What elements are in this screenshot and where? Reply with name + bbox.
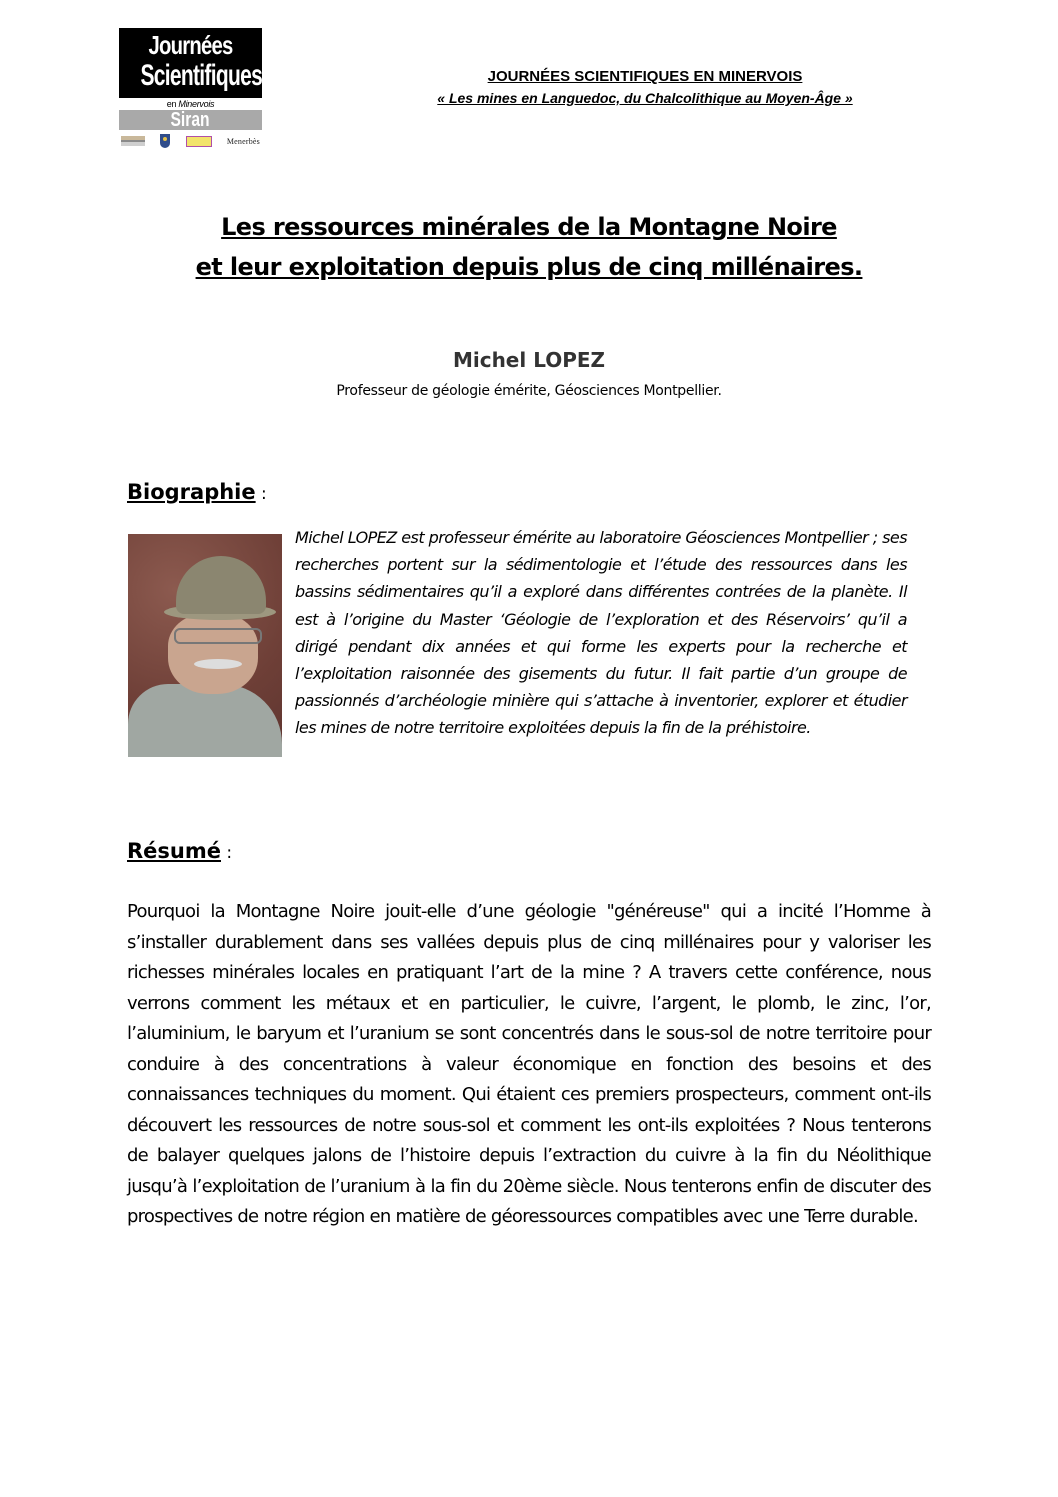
talk-title-line2: et leur exploitation depuis plus de cinq millénaires.: [195, 253, 863, 281]
logo-sub-prefix: en: [166, 99, 179, 109]
photo-cap: [176, 556, 266, 614]
resume-heading: [127, 836, 232, 868]
resume-heading-label: Résumé: [127, 839, 221, 863]
event-subtitle: « Les mines en Languedoc, du Chalcolithique au Moyen-Âge »: [437, 90, 853, 106]
photo-shirt: [128, 684, 282, 757]
logo-line1: Journées: [148, 30, 233, 60]
resume-text: Pourquoi la Montagne Noire jouit-elle d’une géologie "généreuse" qui a incité l’Homme à s’installer durablement dans ses vallées depuis plus de cinq millénaires pour y valoriser les richesses minérales locales en pratiquant l’art de la mine ? A travers cette conférence, nous verrons comment les métaux et en particulier, le cuivre, l’argent, le plomb, le zinc, l’or, l’aluminium, le baryum et l’uranium se sont concentrés dans le sous-sol de notre territoire pour conduire à des concentrations à valeur économique en fonction des besoins et des connaissances techniques du moment. Qui étaient ces premiers prospecteurs, comment ont-ils découvert les ressources de notre sous-sol et comment les ont-ils exploitées ? Nous tenterons de balayer quelques jalons de l’histoire depuis l’extraction du cuivre à la fin du Néolithique jusqu’à l’exploitation de l’uranium à la fin du 20ème siècle. Nous tenterons enfin de discuter des prospectives de notre région en matière de géoressources compatibles avec une Terre durable.: [127, 901, 931, 1227]
photo-mustache: [194, 659, 242, 669]
biography-heading-colon: :: [255, 484, 267, 504]
sponsor-menerbes-logo: Menerbès: [226, 136, 260, 146]
sponsor-coat-of-arms-icon: [160, 134, 170, 148]
sponsor-logos: [119, 130, 262, 152]
logo-title-block: [119, 28, 262, 98]
biography-heading: [127, 477, 267, 509]
logo-place: Siran: [170, 109, 211, 131]
talk-title: [100, 207, 958, 287]
logo-line2: Scientifiques: [140, 59, 263, 92]
author-name: Michel LOPEZ: [452, 348, 606, 372]
event-title: JOURNÉES SCIENTIFIQUES EN MINERVOIS: [487, 68, 803, 85]
resume-heading-colon: :: [221, 843, 233, 863]
sponsor-landscape-logo-icon: [121, 136, 145, 146]
author-photo: [128, 534, 282, 757]
author-affiliation: Professeur de géologie émérite, Géosciences Montpellier.: [336, 383, 722, 399]
sponsor-colored-badge-icon: [186, 136, 212, 147]
logo-sub-region: Minervois: [178, 99, 215, 109]
document-header: [380, 66, 910, 108]
photo-glasses: [174, 628, 262, 644]
photo-face: [168, 614, 258, 694]
biography-text: Michel LOPEZ est professeur émérite au laboratoire Géosciences Montpellier ; ses recherches portent sur la sédimentologie et l’étude des ressources dans les bassins sédimentaires qu’il a exploré dans différentes contrées de la planète. Il est à l’origine du Master ‘Géologie de l’exploration et des Réservoirs’ qu’il a dirigé pendant dix années et qui forme les experts pour la recherche et l’exploitation raisonnée des gisements du futur. Il fait partie d’un groupe de passionnés d’archéologie minière qui s’attache à inventorier, explorer et étudier les mines de notre territoire exploitées depuis la fin de la préhistoire.: [295, 528, 907, 738]
event-logo: [119, 28, 262, 152]
logo-place-band: [119, 110, 262, 130]
biography-heading-label: Biographie: [127, 480, 256, 504]
talk-title-line1: Les ressources minérales de la Montagne Noire: [221, 213, 837, 241]
